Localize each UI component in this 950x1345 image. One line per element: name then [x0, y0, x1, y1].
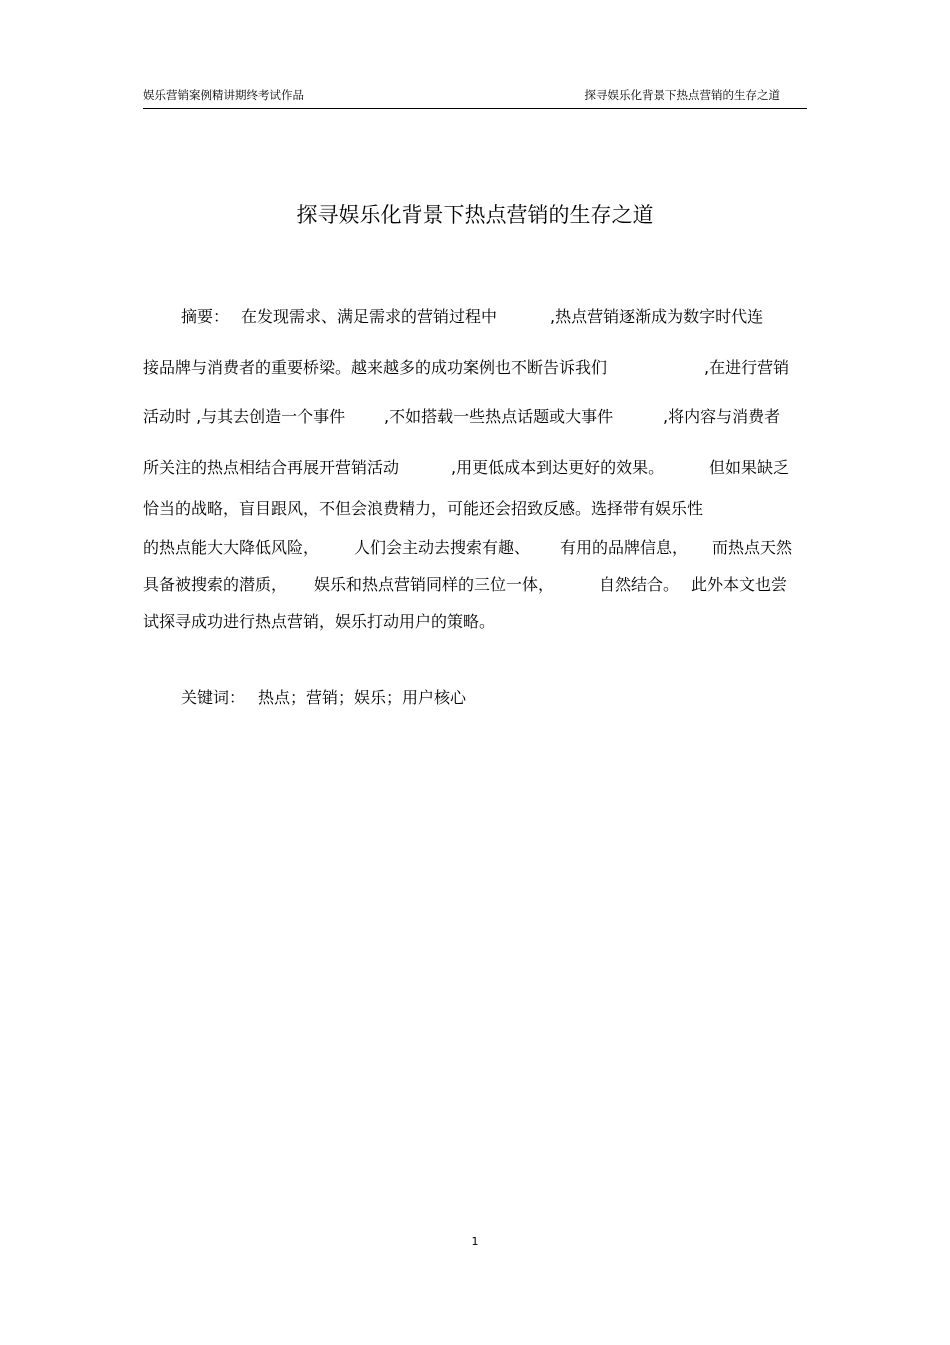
- abstract-text: 试探寻成功进行热点营销，娱乐打动用户的策略。: [143, 612, 496, 631]
- abstract-text: 娱乐和热点营销同样的三位一体，: [314, 575, 555, 594]
- abstract-line-3: [143, 406, 781, 428]
- abstract-text: 而热点天然: [712, 538, 793, 557]
- header-paper-title: 探寻娱乐化背景下热点营销的生存之道: [584, 88, 780, 102]
- header-course-title: 娱乐营销案例精讲期终考试作品: [143, 88, 304, 102]
- abstract-text: ,热点营销逐渐成为数字时代连: [550, 307, 764, 326]
- document-title: 探寻娱乐化背景下热点营销的生存之道: [296, 203, 654, 227]
- abstract-label: 摘要：: [181, 307, 230, 326]
- abstract-text: 的热点能大大降低风险，: [143, 538, 320, 557]
- abstract-text: ,在进行营销: [704, 358, 790, 377]
- abstract-text: ,不如搭载一些热点话题或大事件: [384, 407, 614, 426]
- keywords-label: 关键词：: [181, 688, 246, 707]
- abstract-line-6: [143, 537, 793, 559]
- abstract-text: 具备被搜索的潜质，: [143, 575, 288, 594]
- abstract-line-4: [143, 457, 790, 479]
- abstract-text: 恰当的战略，盲目跟风，不但会浪费精力，可能还会招致反感。选择带有娱乐性: [143, 499, 704, 518]
- abstract-text: 人们会主动去搜索有趣、: [354, 538, 531, 557]
- abstract-text: 自然结合。: [599, 575, 680, 594]
- keywords-line: [143, 687, 467, 709]
- abstract-text: 在发现需求、满足需求的营销过程中: [241, 307, 498, 326]
- abstract-text: 有用的品牌信息，: [560, 538, 689, 557]
- abstract-line-5: [143, 498, 704, 520]
- abstract-line-2: [143, 357, 790, 379]
- page-number: 1: [471, 1235, 479, 1248]
- abstract-text: 但如果缺乏: [709, 458, 790, 477]
- abstract-line-7: [143, 574, 788, 596]
- keywords-list: 热点；营销；娱乐；用户核心: [258, 688, 467, 707]
- abstract-text: ,用更低成本到达更好的效果。: [451, 458, 665, 477]
- abstract-text: 所关注的热点相结合再展开营销活动: [143, 458, 400, 477]
- running-header: [143, 86, 807, 109]
- abstract-text: ,将内容与消费者: [663, 407, 781, 426]
- abstract-line-8: [143, 611, 496, 633]
- abstract-text: 此外本文也尝: [691, 575, 788, 594]
- abstract-text: 活动时 ,与其去创造一个事件: [143, 407, 346, 426]
- abstract-line-1: [143, 306, 764, 328]
- abstract-text: 接品牌与消费者的重要桥梁。越来越多的成功案例也不断告诉我们: [143, 358, 608, 377]
